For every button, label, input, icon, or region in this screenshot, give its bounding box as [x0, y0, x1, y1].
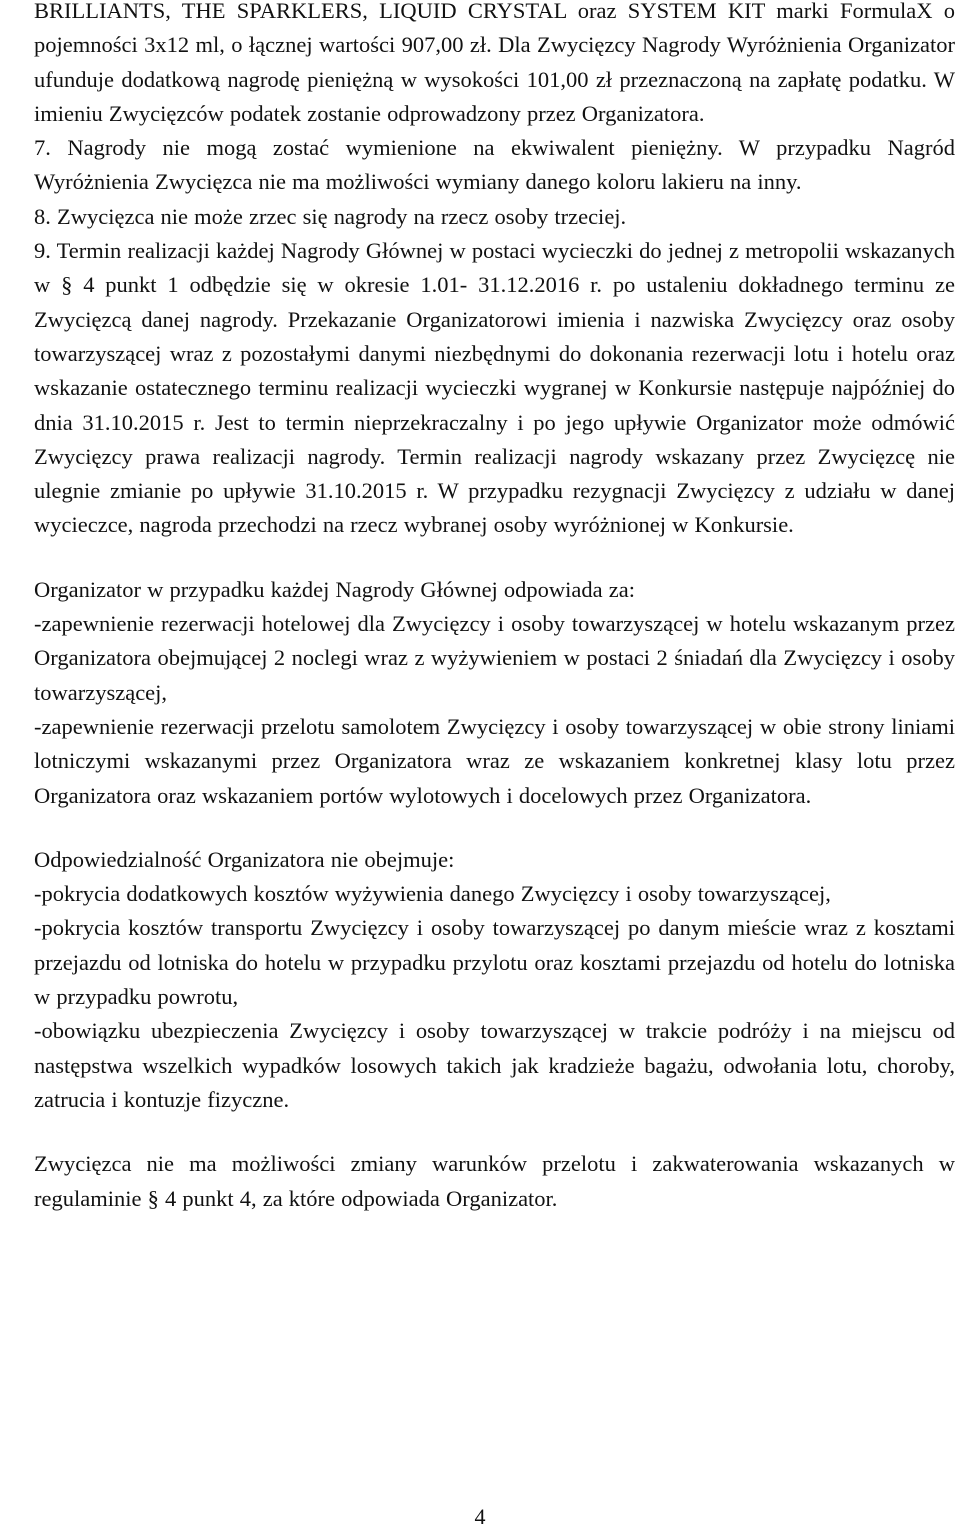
responsibility-item: -zapewnienie rezerwacji przelotu samolotem Zwycięzcy i osoby towarzyszącej w obie strony liniami lotniczymi wskazanymi przez Organizatora wraz ze wskazaniem konkretnej klasy lotu przez Organizatora oraz wskazaniem portów wylotowych i docelowych przez Organizatora. [34, 713, 955, 808]
exclusion-item: -pokrycia dodatkowych kosztów wyżywienia danego Zwycięzcy i osoby towarzyszącej, [34, 881, 831, 907]
paragraph-spacer [34, 543, 955, 573]
paragraph-spacer [34, 813, 955, 843]
exclusions-heading: Odpowiedzialność Organizatora nie obejmuje: [34, 846, 455, 872]
intro-paragraph: BRILLIANTS, THE SPARKLERS, LIQUID CRYSTAL oraz SYSTEM KIT marki FormulaX o pojemności 3x12 ml, o łącznej wartości 907,00 zł. Dla Zwycięzcy Nagrody Wyróżnienia Organizator ufunduje dodatkową nagrodę pieniężną w wysokości 101,00 zł przeznaczoną na zapłatę podatku. W imieniu Zwycięzców podatek zostanie odprowadzony przez Organizatora. [34, 0, 955, 126]
closing-paragraph: Zwycięzca nie ma możliwości zmiany warunków przelotu i zakwaterowania wskazanych w regulaminie § 4 punkt 4, za które odpowiada Organizator. [34, 1151, 955, 1211]
exclusion-item: -pokrycia kosztów transportu Zwycięzcy i osoby towarzyszącej po danym mieście wraz z kosztami przejazdu od lotniska do hotelu w przypadku przylotu oraz kosztami przejazdu od hotelu do lotniska w przypadku powrotu, [34, 915, 955, 1010]
exclusion-item: -obowiązku ubezpieczenia Zwycięzcy i osoby towarzyszącej w trakcie podróży i na miejscu od następstwa wszelkich wypadków losowych takich jak kradzieże bagażu, odwołania lotu, choroby, zatrucia i kontuzje fizyczne. [34, 1018, 955, 1112]
point-7: 7. Nagrody nie mogą zostać wymienione na ekwiwalent pieniężny. W przypadku Nagród Wyróżnienia Zwycięzca nie ma możliwości wymiany danego koloru lakieru na inny. [34, 135, 955, 195]
responsibility-heading: Organizator w przypadku każdej Nagrody Głównej odpowiada za: [34, 576, 636, 602]
responsibility-item: -zapewnienie rezerwacji hotelowej dla Zwycięzcy i osoby towarzyszącej w hotelu wskazanym przez Organizatora obejmującej 2 noclegi wraz z wyżywieniem w postaci 2 śniadań dla Zwycięzcy i osoby towarzyszącej, [34, 611, 955, 705]
page-number: 4 [474, 1504, 486, 1529]
document-page [34, 0, 955, 1216]
paragraph-spacer [34, 1117, 955, 1147]
point-9: 9. Termin realizacji każdej Nagrody Głównej w postaci wycieczki do jednej z metropolii wskazanych w § 4 punkt 1 odbędzie się w okresie 1.01- 31.12.2016 r. po ustaleniu dokładnego terminu ze Zwycięzcą danej nagrody. Przekazanie Organizatorowi imienia i nazwiska Zwycięzcy oraz osoby towarzyszącej wraz z pozostałymi danymi niezbędnymi do dokonania rezerwacji lotu i hotelu oraz wskazanie ostatecznego terminu realizacji wycieczki wygranej w Konkursie następuje najpóźniej do dnia 31.10.2015 r. Jest to termin nieprzekraczalny i po jego upływie Organizator może odmówić Zwycięzcy prawa realizacji nagrody. Termin realizacji nagrody wskazany przez Zwycięzcę nie ulegnie zmianie po upływie 31.10.2015 r. W przypadku rezygnacji Zwycięzcy z udziału w danej wycieczce, nagroda przechodzi na rzecz wybranej osoby wyróżnionej w Konkursie. [34, 238, 955, 538]
point-8: 8. Zwycięzca nie może zrzec się nagrody na rzecz osoby trzeciej. [34, 203, 627, 229]
